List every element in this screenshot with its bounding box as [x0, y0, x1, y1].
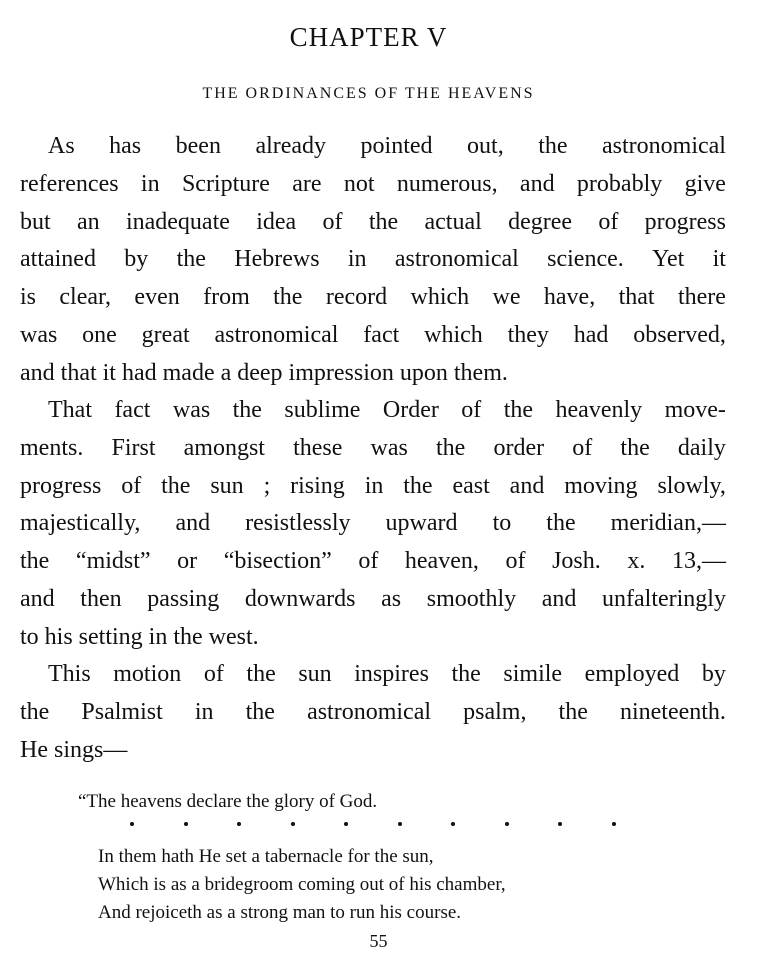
page-number: 55 — [369, 931, 388, 951]
text-line: He sings— — [20, 736, 128, 763]
psalm-quote-opening — [78, 788, 638, 816]
paragraph-1 — [20, 128, 726, 393]
quote-line: Which is as a bridegroom coming out of his chamber, — [98, 874, 506, 895]
text-line: is clear, even from the record which we have, that there — [20, 284, 726, 311]
psalm-quote-verses — [78, 843, 638, 927]
text-line: references in Scripture are not numerous, and probably give — [20, 170, 726, 197]
ellipsis-dot — [612, 822, 616, 826]
text-line: progress of the sun ; rising in the east and moving slowly, — [20, 472, 726, 499]
ellipsis-dot — [184, 822, 188, 826]
text-line: and then passing downwards as smoothly and unfalteringly — [20, 585, 726, 612]
ellipsis-dot — [451, 822, 455, 826]
ellipsis-dot — [291, 822, 295, 826]
text-line: majestically, and resistlessly upward to the meridian,— — [20, 510, 726, 537]
quote-line: In them hath He set a tabernacle for the sun, — [98, 846, 434, 867]
ellipsis-dot — [398, 822, 402, 826]
ellipsis-dots — [130, 822, 616, 834]
ellipsis-dot — [344, 822, 348, 826]
text-line: ments. First amongst these was the order of the daily — [20, 434, 726, 461]
paragraph-2 — [20, 392, 726, 657]
quote-line: And rejoiceth as a strong man to run his course. — [98, 902, 462, 923]
text-line: was one great astronomical fact which they had observed, — [20, 321, 726, 348]
text-line: but an inadequate idea of the actual degree of progress — [20, 208, 726, 235]
text-line: the Psalmist in the astronomical psalm, the nineteenth. — [20, 698, 726, 725]
section-heading: THE ORDINANCES OF THE HEAVENS — [202, 85, 535, 102]
text-line: This motion of the sun inspires the simile employed by — [48, 661, 726, 687]
text-line: That fact was the sublime Order of the heavenly move- — [48, 397, 726, 423]
text-line: to his setting in the west. — [20, 623, 259, 650]
quote-line: “The heavens declare the glory of God. — [78, 791, 378, 812]
ellipsis-dot — [237, 822, 241, 826]
chapter-title: CHAPTER V — [289, 22, 448, 52]
text-line: and that it had made a deep impression upon them. — [20, 359, 508, 386]
ellipsis-dot — [558, 822, 562, 826]
paragraph-3 — [20, 656, 726, 769]
text-line: the “midst” or “bisection” of heaven, of Josh. x. 13,— — [20, 548, 726, 575]
ellipsis-dot — [505, 822, 509, 826]
ellipsis-dot — [130, 822, 134, 826]
text-line: attained by the Hebrews in astronomical science. Yet it — [20, 246, 726, 273]
text-line: As has been already pointed out, the astronomical — [48, 133, 726, 159]
